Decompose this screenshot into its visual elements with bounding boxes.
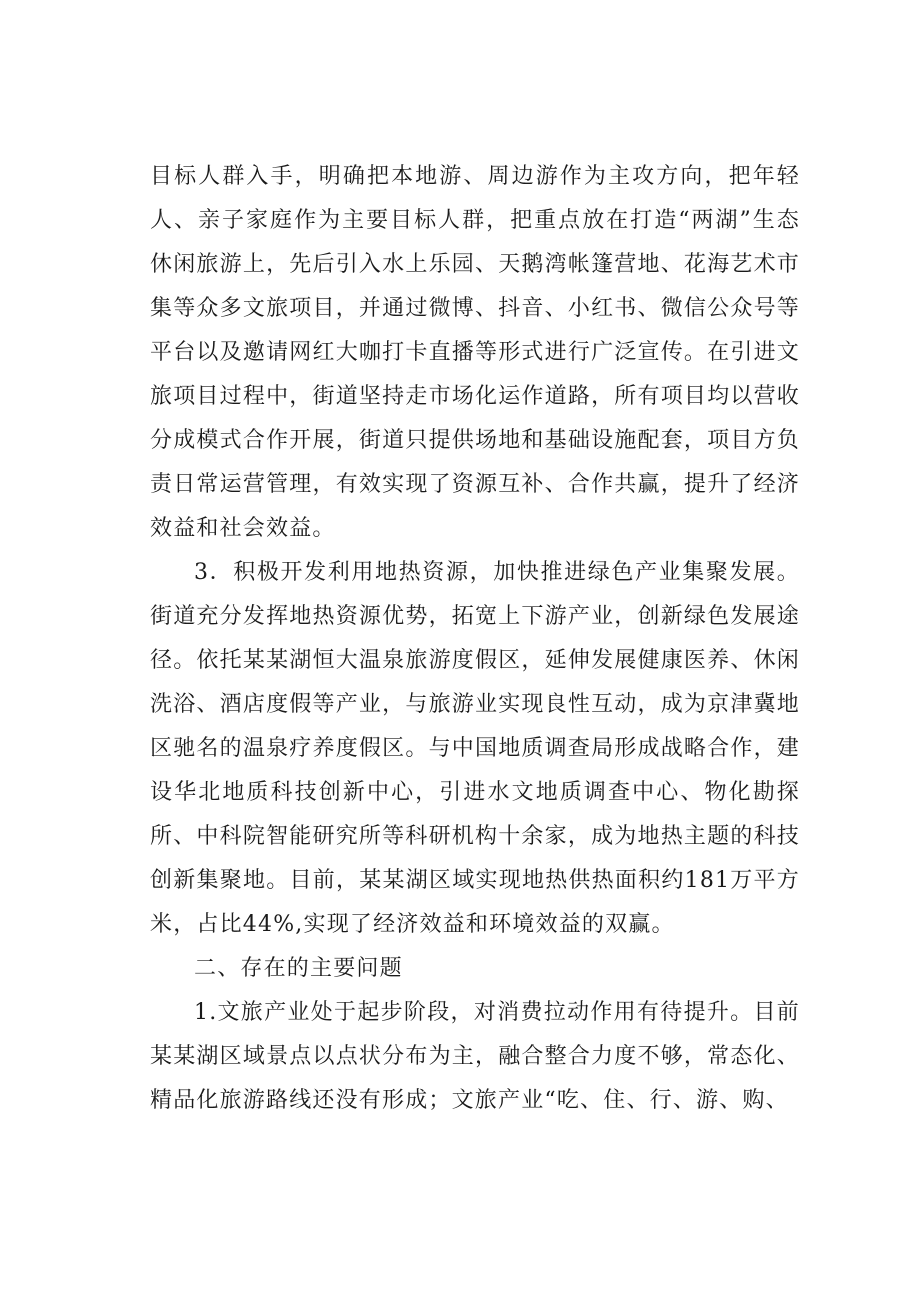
section-heading-problems: 二、存在的主要问题 (194, 956, 403, 981)
document-body (150, 155, 800, 1123)
paragraph-geothermal: 3．积极开发利用地热资源，加快推进绿色产业集聚发展。街道充分发挥地热资源优势，拓宽上下游产业，创新绿色发展途径。依托某某湖恒大温泉旅游度假区，延伸发展健康医养、休闲洗浴、酒店度假等产业，与旅游业实现良性互动，成为京津冀地区驰名的温泉疗养度假区。与中国地质调查局形成战略合作，建设华北地质科技创新中心，引进水文地质调查中心、物化勘探所、中科院智能研究所等科研机构十余家，成为地热主题的科技创新集聚地。目前，某某湖区域实现地热供热面积约181万平方米，占比44%,实现了经济效益和环境效益的双赢。 (150, 560, 800, 937)
paragraph-tourism-problem: 1.文旅产业处于起步阶段，对消费拉动作用有待提升。目前某某湖区域景点以点状分布为主，融合整合力度不够，常态化、精品化旅游路线还没有形成；文旅产业“吃、住、行、游、购、 (150, 1000, 800, 1113)
paragraph-continued: 目标人群入手，明确把本地游、周边游作为主攻方向，把年轻人、亲子家庭作为主要目标人群，把重点放在打造“两湖”生态休闲旅游上，先后引入水上乐园、天鹅湾帐篷营地、花海艺术市集等众多文旅项目，并通过微博、抖音、小红书、微信公众号等平台以及邀请网红大咖打卡直播等形式进行广泛宣传。在引进文旅项目过程中，街道坚持走市场化运作道路，所有项目均以营收分成模式合作开展，街道只提供场地和基础设施配套，项目方负责日常运营管理，有效实现了资源互补、合作共赢，提升了经济效益和社会效益。 (150, 164, 800, 541)
